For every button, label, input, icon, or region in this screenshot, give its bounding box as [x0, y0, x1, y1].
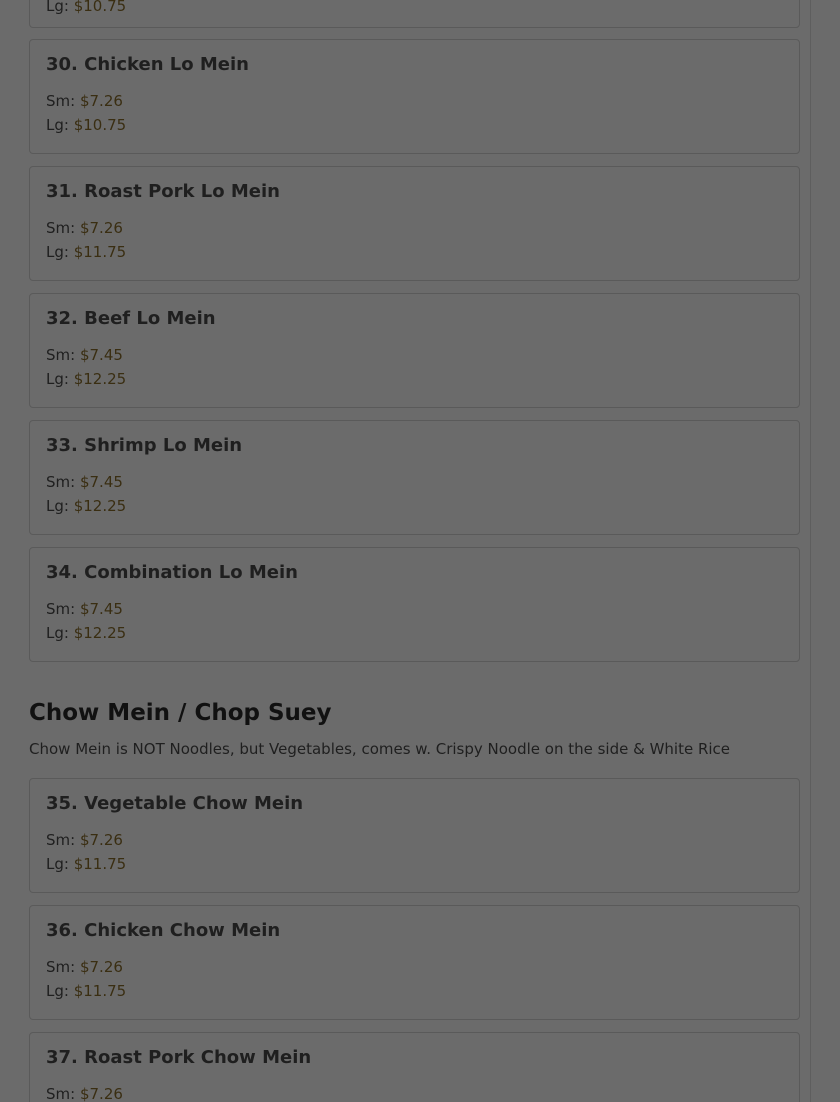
menu-item-card[interactable] — [29, 0, 800, 28]
large-price-row — [46, 855, 126, 873]
menu-item-card[interactable] — [29, 166, 800, 281]
large-price-row — [46, 624, 126, 642]
large-label: Lg: — [46, 116, 69, 134]
small-price: $7.26 — [79, 958, 123, 976]
menu-item-card[interactable] — [29, 420, 800, 535]
menu-item-card[interactable] — [29, 905, 800, 1020]
large-price: $11.75 — [73, 855, 127, 873]
large-price-row — [46, 497, 126, 515]
small-price-row — [46, 1085, 123, 1102]
section-title: Chow Mein / Chop Suey — [29, 700, 332, 726]
large-label: Lg: — [46, 243, 69, 261]
large-price: $12.25 — [73, 624, 127, 642]
small-label: Sm: — [46, 92, 76, 110]
small-price-row — [46, 346, 123, 364]
menu-item-title: 35. Vegetable Chow Mein — [46, 793, 304, 814]
menu-item-card[interactable] — [29, 39, 800, 154]
small-price: $7.45 — [79, 346, 123, 364]
small-price-row — [46, 600, 123, 618]
large-price: $12.25 — [73, 370, 127, 388]
menu-item-title: 34. Combination Lo Mein — [46, 562, 298, 583]
small-label: Sm: — [46, 831, 76, 849]
small-label: Sm: — [46, 219, 76, 237]
scrollbar[interactable] — [810, 0, 840, 1102]
menu-item-card[interactable] — [29, 1032, 800, 1102]
small-label: Sm: — [46, 1085, 76, 1102]
large-label: Lg: — [46, 982, 69, 1000]
menu-item-title: 36. Chicken Chow Mein — [46, 920, 281, 941]
large-price-row — [46, 116, 126, 134]
large-price: $10.75 — [73, 116, 127, 134]
small-price-row — [46, 92, 123, 110]
large-price: $10.75 — [73, 0, 127, 15]
small-price-row — [46, 958, 123, 976]
large-price-row — [46, 370, 126, 388]
large-label: Lg: — [46, 855, 69, 873]
menu-item-title: 30. Chicken Lo Mein — [46, 54, 250, 75]
small-price: $7.26 — [79, 1085, 123, 1102]
large-price-row — [46, 0, 126, 15]
menu-item-card[interactable] — [29, 778, 800, 893]
large-label: Lg: — [46, 0, 69, 15]
small-price: $7.26 — [79, 92, 123, 110]
small-price: $7.26 — [79, 219, 123, 237]
small-price: $7.26 — [79, 831, 123, 849]
large-price: $12.25 — [73, 497, 127, 515]
large-label: Lg: — [46, 624, 69, 642]
menu-item-title: 37. Roast Pork Chow Mein — [46, 1047, 312, 1068]
small-label: Sm: — [46, 346, 76, 364]
small-price-row — [46, 473, 123, 491]
menu-item-card[interactable] — [29, 293, 800, 408]
small-price: $7.45 — [79, 473, 123, 491]
large-price-row — [46, 982, 126, 1000]
large-price-row — [46, 243, 126, 261]
small-label: Sm: — [46, 473, 76, 491]
small-price-row — [46, 219, 123, 237]
menu-item-title: 32. Beef Lo Mein — [46, 308, 216, 329]
menu-item-title: 31. Roast Pork Lo Mein — [46, 181, 280, 202]
large-price: $11.75 — [73, 243, 127, 261]
menu-item-card[interactable] — [29, 547, 800, 662]
small-label: Sm: — [46, 600, 76, 618]
menu-item-title: 33. Shrimp Lo Mein — [46, 435, 243, 456]
small-price-row — [46, 831, 123, 849]
large-label: Lg: — [46, 497, 69, 515]
large-label: Lg: — [46, 370, 69, 388]
small-price: $7.45 — [79, 600, 123, 618]
small-label: Sm: — [46, 958, 76, 976]
large-price: $11.75 — [73, 982, 127, 1000]
section-description: Chow Mein is NOT Noodles, but Vegetables, comes w. Crispy Noodle on the side & White Rice — [29, 740, 731, 758]
